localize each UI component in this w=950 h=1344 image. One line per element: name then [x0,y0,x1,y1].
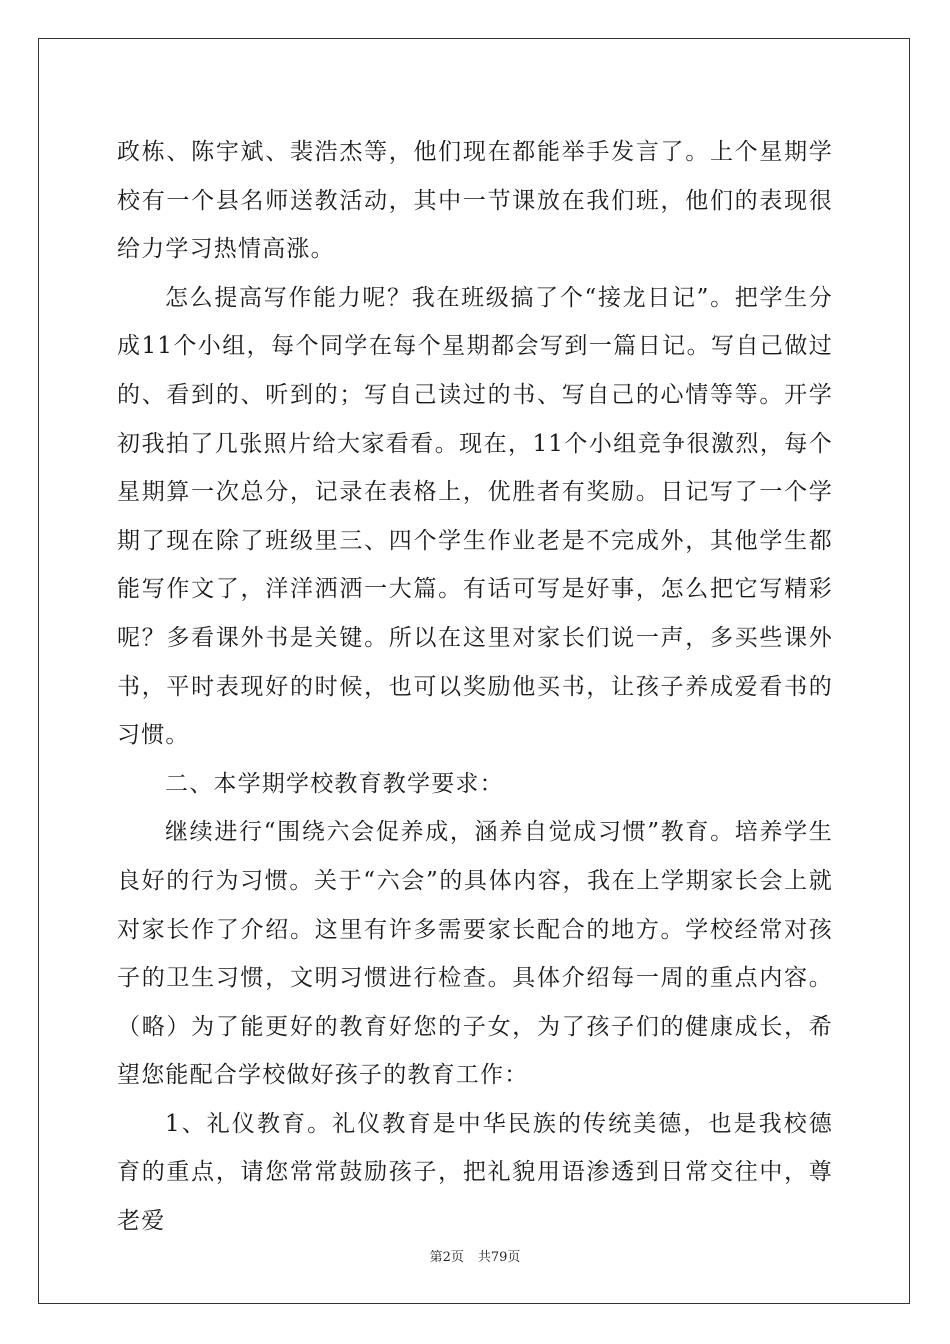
paragraph-writing-ability: 怎么提高写作能力呢？我在班级搞了个“接龙日记”。把学生分成11个小组，每个同学在每个星期都会写到一篇日记。写自己做过的、看到的、听到的；写自己读过的书、写自己的心情等等。开学初我拍了几张照片给大家看看。现在，11个小组竞争很激烈，每个星期算一次总分，记录在表格上，优胜者有奖励。日记写了一个学期了现在除了班级里三、四个学生作业老是不完成外，其他学生都能写作文了，洋洋洒洒一大篇。有话可写是好事，怎么把它写精彩呢？多看课外书是关键。所以在这里对家长们说一声，多买些课外书，平时表现好的时候，也可以奖励他买书，让孩子养成爱看书的习惯。 [117,284,833,749]
page-footer [0,1246,950,1265]
page-total: 共79页 [477,1250,521,1265]
paragraph-etiquette-education: 1、礼仪教育。礼仪教育是中华民族的传统美德，也是我校德育的重点，请您常常鼓励孩子，把礼貌用语渗透到日常交往中，尊老爱 [117,1110,833,1235]
document-body [117,128,833,1246]
paragraph-habits-education: 继续进行“围绕六会促养成，涵养自觉成习惯”教育。培养学生良好的行为习惯。关于“六会”的具体内容，我在上学期家长会上就对家长作了介绍。这里有许多需要家长配合的地方。学校经常对孩子的卫生习惯，文明习惯进行检查。具体介绍每一周的重点内容。（略）为了能更好的教育好您的子女，为了孩子们的健康成长，希望您能配合学校做好孩子的教育工作： [117,819,833,1089]
section-heading-requirements: 二、本学期学校教育教学要求： [165,770,504,797]
paragraph-continued: 政栋、陈宇斌、裴浩杰等，他们现在都能举手发言了。上个星期学校有一个县名师送教活动，其中一节课放在我们班，他们的表现很给力学习热情高涨。 [117,139,833,263]
page-number: 第2页 [429,1250,464,1265]
